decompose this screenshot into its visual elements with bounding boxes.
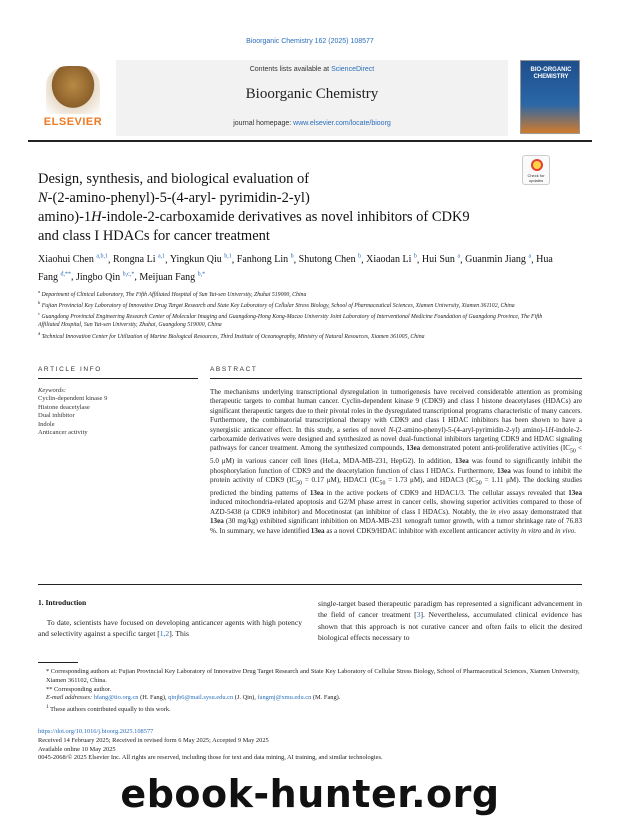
compound-name: 13ea — [406, 444, 421, 453]
author-affiliation-mark[interactable]: b — [413, 254, 417, 260]
abstract-segment: was found to significantly inhibit the phosphorylation function of CDK9 and the deacetylation function of class I HDACs. Furthermore, — [210, 457, 582, 475]
contents-prefix: Contents lists available at — [249, 66, 332, 73]
author-name: Xiaohui Chen — [38, 254, 94, 266]
keywords-list — [38, 395, 198, 438]
author-name: Hui Sun — [421, 254, 455, 266]
author[interactable] — [465, 254, 531, 265]
available-online: Available online 10 May 2025 — [38, 745, 116, 753]
abstract-segment: as a novel CDK9/HDAC inhibitor with excellent anticancer activity — [324, 526, 521, 535]
author-name: Shutong Chen — [298, 254, 356, 266]
keyword: Dual inhibitor — [38, 412, 75, 420]
email-owner: (H. Fang), — [138, 694, 169, 702]
author-list: Xiaohui Chen $^{a,b,1}$, Rongna Li $^{a,1}$, Yingkun Qiu $^{b,1}$, Fanhong Lin $^b$, Shutong Chen $^b$, Xiaodan Li $^b$, Hui Sun $^a$, Guanmin Jiang $^a$, Hua Fang $^{d,**}$, Jingbo Qin $^{b,c,*}$, Meijuan Fang $^{b,*}$ — [38, 254, 553, 283]
title-line-3a: amino)-1 — [38, 209, 92, 225]
keyword: Cyclin-dependent kinase 9 — [38, 395, 108, 402]
author-name: Rongna Li — [113, 254, 156, 266]
author[interactable] — [299, 254, 361, 265]
abstract-italic: in vitro — [520, 526, 542, 535]
title-italic-h: H — [91, 209, 102, 225]
title-line-1: Design, synthesis, and biological evaluation of — [38, 171, 310, 187]
compound-name: 13ea — [454, 457, 469, 466]
author-name: Fanhong Lin — [236, 254, 289, 266]
tree-icon — [46, 66, 100, 114]
author-affiliation-mark[interactable]: a,b,1 — [96, 254, 108, 260]
compound-name: 13ea — [310, 526, 325, 535]
article-info-divider — [38, 378, 198, 379]
journal-banner — [116, 60, 508, 136]
email-owner: (J. Qin), — [233, 694, 258, 702]
email-owner: (M. Fang). — [311, 694, 341, 702]
compound-name: 13ea — [496, 466, 511, 475]
author-affiliation-mark[interactable]: b,1 — [224, 254, 232, 260]
title-line-3b: -indole-2-carboxamide derivatives as novel inhibitors of CDK9 — [101, 209, 470, 225]
author[interactable] — [422, 254, 460, 265]
affiliation-text: Guangdong Provincial Engineering Research Center of Molecular Imaging and Guangdong-Hong Kong-Macao University Joint Laboratory of Interventional Medicine Foundation of Guangdong Province, The Fifth Affiliated Hospital, Sun Yat-sen University, Zhuhai, Guangdong 519000, China — [38, 314, 543, 329]
abstract-segment: -(2-amino-phenyl)-5-(4-aryl-pyrimidin-2-yl) amino)-1 — [393, 425, 549, 434]
author-name: Xiaodan Li — [366, 254, 412, 266]
abstract-label: ABSTRACT — [210, 366, 258, 373]
contents-line — [116, 66, 508, 73]
affiliation-mark: a — [38, 289, 40, 294]
homepage-link[interactable]: www.elsevier.com/locate/bioorg — [293, 120, 391, 127]
ic50-subscript: 50 — [475, 480, 482, 487]
author-affiliation-mark[interactable]: a — [528, 254, 532, 260]
abstract-segment: in the active pockets of CDK9 and HDAC1/3. The cellular assays revealed that — [323, 488, 569, 497]
author-affiliation-mark[interactable]: a,1 — [158, 254, 166, 260]
citation-link[interactable]: 3 — [416, 610, 421, 620]
author-affiliation-mark[interactable]: d,** — [60, 271, 71, 278]
affiliation-item — [38, 310, 558, 329]
journal-title: Bioorganic Chemistry — [245, 86, 379, 102]
author-affiliation-mark[interactable]: b — [290, 254, 294, 260]
abstract-italic: in vivo — [555, 526, 575, 535]
author-affiliation-mark[interactable]: a — [457, 254, 461, 260]
email-link[interactable]: fangmj@xmu.edu.cn — [257, 694, 312, 702]
check-updates-icon — [531, 159, 543, 171]
journal-reference[interactable]: Bioorganic Chemistry 162 (2025) 108577 — [246, 38, 374, 45]
author[interactable] — [139, 272, 205, 283]
intro-text: To date, scientists have focused on developing anticancer agents with high potency and selectivity against a specific target [ — [38, 618, 302, 639]
author-name: Meijuan Fang — [139, 271, 196, 283]
sciencedirect-link[interactable]: ScienceDirect — [331, 66, 375, 73]
doi-link[interactable]: https://doi.org/10.1016/j.bioorg.2025.108577 — [38, 728, 154, 735]
equal-contribution-text: These authors contributed equally to this work. — [50, 706, 171, 714]
email-addresses — [38, 694, 582, 703]
received-dates: Received 14 February 2025; Received in revised form 6 May 2025; Accepted 9 May 2025 — [38, 736, 269, 744]
ic50-subscript: 50 — [296, 480, 303, 487]
journal-cover-image[interactable] — [520, 60, 580, 134]
abstract-segment: = 1.11 μM). The docking studies predicted the binding patterns of — [210, 476, 582, 497]
affiliation-item — [38, 288, 558, 299]
keywords-heading: Keywords: — [38, 387, 66, 394]
author-name: Yingkun Qiu — [169, 254, 222, 266]
abstract-segment: (30 mg/kg) exhibited significant inhibition on MDA-MB-231 xenograft tumor growth, with a tumor shrinkage rate of 76.83 %. In summary, we have identified — [210, 517, 582, 535]
compound-name: 13ea — [210, 517, 224, 526]
abstract-segment: assay demonstrated that — [510, 507, 583, 516]
affiliation-text: Department of Clinical Laboratory, The Fifth Affiliated Hospital of Sun Yat-sen University, Zhuhai 519000, China — [41, 291, 307, 298]
abstract-segment: The mechanisms underlying transcriptional dysregulation in tumorigenesis have received considerable attention as promising therapeutic targets to combat human cancer. Cyclin-dependent kinase 9 (CDK9) and class I histone deacetylases (HDACs) are significant therapeutic targets due to their pivotal roles in the dysregulated transcriptional programs characteristic of many cancers. Furthermore, the combinatorial transcriptional therapy with CDK9 and class I HDAC inhibitors has been shown to have a synergistic anticancer effect. In this study, a series of novel — [210, 388, 582, 434]
affiliation-text: Technical Innovation Center for Utilization of Marine Biological Resources, Third Institute of Oceanography, Ministry of Natural Resources, Xiamen 361005, China — [41, 333, 425, 340]
equal-contribution-mark: 1 — [46, 704, 49, 711]
abstract-segment: . — [574, 526, 576, 535]
abstract-segment: and — [541, 526, 556, 535]
compound-name: 13ea — [568, 488, 582, 497]
corresponding-author-note: ** Corresponding author. — [46, 685, 112, 693]
email-link[interactable]: hfang@tio.org.cn — [93, 694, 139, 702]
author[interactable] — [38, 254, 108, 265]
article-title — [38, 170, 518, 246]
article-info-label: ARTICLE INFO — [38, 366, 102, 373]
author-name: Guanmin Jiang — [465, 254, 526, 266]
watermark: ebook-hunter.org — [120, 772, 500, 816]
author-name: Jingbo Qin — [76, 271, 121, 283]
citation-link[interactable]: 1,2 — [159, 629, 170, 639]
affiliation-mark: c — [38, 311, 40, 317]
affiliation-mark: b — [38, 300, 41, 306]
affiliation-item — [38, 330, 558, 341]
title-italic-n: N — [38, 190, 48, 206]
section-heading-introduction: 1. Introduction — [38, 598, 87, 607]
homepage-prefix: journal homepage: — [233, 120, 294, 127]
title-line-2: -(2-amino-phenyl)-5-(4-aryl- pyrimidin-2-yl) — [47, 190, 310, 206]
email-link[interactable]: qinjb6@mail.sysu.edu.cn — [168, 694, 234, 702]
title-line-4: and class I HDACs for cancer treatment — [38, 228, 270, 244]
check-for-updates-badge[interactable] — [522, 155, 550, 185]
abstract-segment: demonstrated potent anti-proliferative activities (IC — [420, 444, 570, 453]
publication-info — [38, 728, 582, 763]
author-affiliation-mark[interactable]: b,c,* — [122, 271, 135, 278]
intro-paragraph-left — [38, 617, 302, 640]
affiliation-text: Fujian Provincial Key Laboratory of Innovative Drug Target Research and State Key Laboratory of Cellular Stress Biology, School of Pharmaceutical Sciences, Xiamen University, Xiamen 361102, China — [41, 303, 515, 310]
author[interactable] — [237, 254, 294, 265]
affiliation-mark: d — [38, 330, 41, 336]
abstract-segment: < 5.0 μM) in various cancer cell lines (HeLa, MDA-MB-231, HepG2). In addition, — [210, 444, 582, 466]
abstract-italic: N — [388, 425, 394, 434]
intro-text: ]. This — [169, 629, 189, 639]
abstract-divider — [210, 378, 582, 379]
journal-header — [28, 60, 592, 136]
abstract-text — [210, 388, 582, 536]
abstract-segment: was found to inhibit the protein activity of CDK9 (IC — [210, 466, 582, 485]
author[interactable] — [170, 254, 232, 265]
author-name: Hua Fang — [38, 254, 553, 283]
author[interactable] — [366, 254, 417, 265]
corresponding-authors-note: * Corresponding authors at: Fujian Provincial Key Laboratory of Innovative Drug Target Research and State Key Laboratory of Cellular Stress Biology, School of Pharmaceutical Sciences, Xiamen University, Xiamen 361102, China. — [46, 668, 580, 684]
abstract-italic: in vivo — [490, 507, 511, 516]
footnotes — [38, 668, 582, 715]
footnote-divider — [38, 662, 78, 663]
copyright-notice: 0045-2068/© 2025 Elsevier Inc. All rights are reserved, including those for text and data mining, AI training, and similar technologies. — [38, 754, 383, 762]
author[interactable] — [113, 254, 165, 265]
intro-paragraph-right — [318, 598, 582, 644]
header-divider — [28, 140, 592, 142]
ic50-subscript: 50 — [379, 480, 386, 487]
affiliation-item — [38, 299, 558, 310]
check-updates-label: Check for updates — [527, 173, 545, 183]
intro-text: single-target based therapeutic paradigm has represented a significant advancement in the field of cancer treatment [ — [318, 599, 582, 620]
abstract-segment: -indole-2-carboxamide derivatives were designed and synthesized as novel dual-functional inhibitors targeting CDK9 and HDAC signaling pathways for cancer treatment. Among the synthesized compounds, — [210, 425, 582, 453]
author[interactable] — [76, 272, 134, 283]
homepage-line — [116, 120, 508, 127]
equal-contribution-note — [38, 703, 582, 715]
compound-name: 13ea — [309, 488, 324, 497]
abstract-segment: = 1.73 μM), and HDAC3 (IC — [385, 476, 476, 485]
keyword: Histone deacetylase — [38, 403, 90, 411]
elsevier-logo[interactable] — [38, 66, 108, 128]
cover-title: BIO-ORGANIC CHEMISTRY — [530, 67, 572, 80]
affiliations — [38, 288, 558, 341]
abstract-italic: H — [548, 425, 554, 434]
abstract-segment: = 0.17 μM), HDAC1 (IC — [302, 476, 380, 485]
keyword: Indole — [38, 420, 55, 428]
email-label: E-mail addresses: — [46, 694, 94, 702]
publisher-name: ELSEVIER — [43, 116, 103, 128]
keyword: Anticancer activity — [38, 429, 88, 437]
abstract-segment: induced mitochondria-related apoptosis and G2/M phase arrest in cancer cells, showing superior activities compared to those of AZD-5438 (a CDK9 inhibitor) and Mocetinostat (an inhibitor of class I HDACs). Notably, the — [210, 498, 582, 516]
abstract-end-divider — [38, 584, 582, 585]
author-affiliation-mark[interactable]: b — [358, 254, 362, 260]
author-affiliation-mark[interactable]: b,* — [197, 271, 206, 278]
intro-text: ]. Nevertheless, accumulated clinical evidence has shown that this approach is not curative cancer and often fails to elicit the desired biological effects necessary to — [318, 610, 582, 643]
ic50-subscript: 50 — [569, 448, 576, 455]
